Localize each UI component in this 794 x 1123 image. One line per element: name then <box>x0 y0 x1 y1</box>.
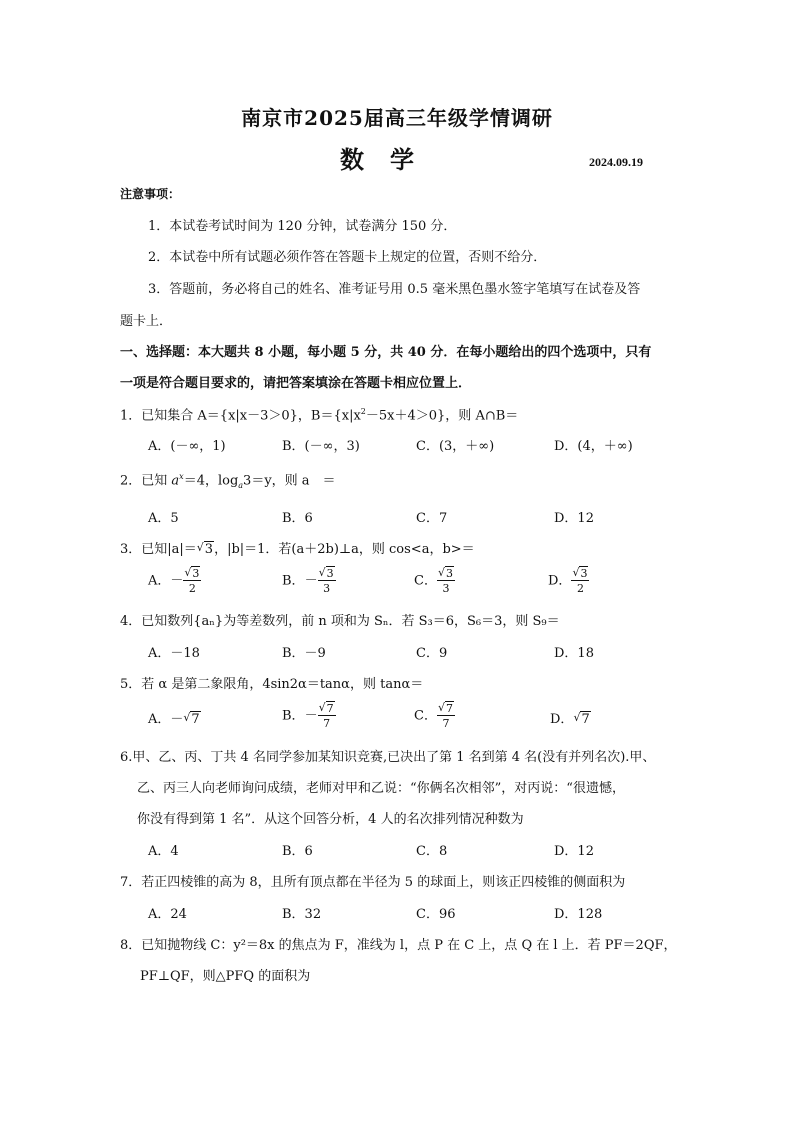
q3-stem-b: ，|b|＝1．若(a＋2b)⊥a，则 cos<a，b>＝ <box>214 542 475 557</box>
q3-option-c: C． √ $\frac{3}{3}$ <box>414 568 455 594</box>
question-7-stem: 7．若正四棱锥的高为 8，且所有顶点都在半径为 5 的球面上，则该正四棱锥的侧面积为 <box>120 875 626 890</box>
q2-option-c: C．7 <box>416 511 448 526</box>
section-intro-line1 <box>120 346 651 359</box>
q3-option-d: D． √ $\frac{3}{2}$ <box>548 568 589 594</box>
note-item-3-cont: 题卡上． <box>120 314 173 329</box>
q4-option-a: A．－18 <box>148 646 200 661</box>
question-8-line2: PF⊥QF，则△PFQ 的面积为 <box>140 969 311 984</box>
note-item-2: 2．本试卷中所有试题必须作答在答题卡上规定的位置，否则不给分． <box>148 250 547 265</box>
q2-stem-b: ＝4，log <box>183 473 239 489</box>
exam-date: 2024.09.19 <box>589 155 643 169</box>
question-2-stem: 2．已知 $a^x=4$，$\log_a3=y$，则 a ＝ <box>120 472 336 490</box>
q2-option-b: B．6 <box>282 511 313 526</box>
question-8-line1: 8．已知抛物线 C：y²＝8x 的焦点为 F，准线为 l，点 P 在 C 上，点 Q 在 l 上．若 PF＝2QF， <box>120 938 677 953</box>
question-4-stem: 4．已知数列{aₙ}为等差数列，前 n 项和为 Sₙ．若 S₃＝6，S₆＝3，则 S₉＝ <box>120 614 560 629</box>
q4-option-b: B．－9 <box>282 646 326 661</box>
q7-option-c: C．96 <box>416 907 456 922</box>
question-1-stem: 1．已知集合 A＝{x|x－3＞0}，$B=\{x|x^2-5x+4>0\}$，则 A∩B＝ <box>120 407 519 424</box>
q1-stem-c: －5x＋4＞0}，则 A∩B＝ <box>365 408 519 424</box>
q6-option-b: B．6 <box>282 844 313 859</box>
q2-option-a: A．5 <box>148 511 179 526</box>
section-intro-b: 四个选项中 <box>547 345 613 360</box>
q1-stem-b: A＝{x|x－3＞0}，B＝{x|x <box>197 408 361 424</box>
q2-stem-a: 2．已知 <box>120 473 172 489</box>
q5-option-c: C． √ $\frac{7}{7}$ <box>414 703 455 729</box>
q7-option-a: A．24 <box>148 907 187 922</box>
q7-option-d: D．128 <box>554 907 603 922</box>
q1-option-d: D．(4，＋∞) <box>554 439 633 454</box>
q6-option-a: A．4 <box>148 844 179 859</box>
q2-stem-c: 3＝y，则 a ＝ <box>243 473 336 489</box>
q7-option-b: B．32 <box>282 907 322 922</box>
q3-option-a: A．－ √ $\frac{3}{2}$ <box>148 568 201 594</box>
q6-option-d: D．12 <box>554 844 594 859</box>
q3-stem-a: 3．已知|a|＝ <box>120 542 197 557</box>
q3-option-b: B．－ √ $\frac{3}{3}$ <box>282 568 336 594</box>
subject-heading: 数学 <box>340 145 440 174</box>
question-3-stem: 3．已知|a|＝√ 3，|b|＝1．若(a＋2b)⊥a，则 cos<a，b>＝ <box>120 543 475 556</box>
q1-option-b: B．(－∞，3) <box>282 439 360 454</box>
q6-option-c: C．8 <box>416 844 448 859</box>
question-6-line1: 6.甲、乙、丙、丁共 4 名同学参加某知识竞赛,已决出了第 1 名到第 4 名(没有并列名次).甲、 <box>120 750 656 765</box>
q4-option-d: D．18 <box>554 646 594 661</box>
section-intro-line2: 一项是符合题目要求的，请把答案填涂在答题卡相应位置上． <box>120 376 472 391</box>
q5-option-b: B．－ √ $\frac{7}{7}$ <box>282 703 336 729</box>
note-item-1: 1．本试卷考试时间为 120 分钟，试卷满分 150 分． <box>148 219 457 234</box>
note-item-3: 3．答题前，务必将自己的姓名、准考证号用 0.5 毫米黑色墨水签字笔填写在试卷及答 <box>148 282 641 297</box>
q4-option-c: C．9 <box>416 646 448 661</box>
question-6-line3: 你没有得到第 1 名”．从这个回答分析，4 人的名次排列情况种数为 <box>137 812 524 827</box>
q2-option-d: D．12 <box>554 511 594 526</box>
q1-option-a: A．(－∞，1) <box>148 439 226 454</box>
q1-stem-a: 1．已知集合 <box>120 408 198 424</box>
question-5-stem: 5．若 α 是第二象限角，4sin2α＝tanα，则 tanα＝ <box>120 677 424 692</box>
notes-heading: 注意事项： <box>120 187 181 201</box>
q5-option-a: A．－√ 7 <box>148 713 201 726</box>
exam-title: 南京市2025届高三年级学情调研 <box>241 106 553 130</box>
question-6-line2: 乙、丙三人向老师询问成绩，老师对甲和乙说：“你俩名次相邻”，对丙说：“很遗憾， <box>137 781 625 796</box>
section-intro-a: 一、选择题：本大题共 8 小题，每小题 5 分，共 40 分．在每小题给出的 <box>120 345 548 360</box>
section-intro-c: ，只有 <box>612 345 652 360</box>
q1-option-c: C．(3，＋∞) <box>416 439 495 454</box>
q5-option-d: D．√ 7 <box>550 713 591 726</box>
